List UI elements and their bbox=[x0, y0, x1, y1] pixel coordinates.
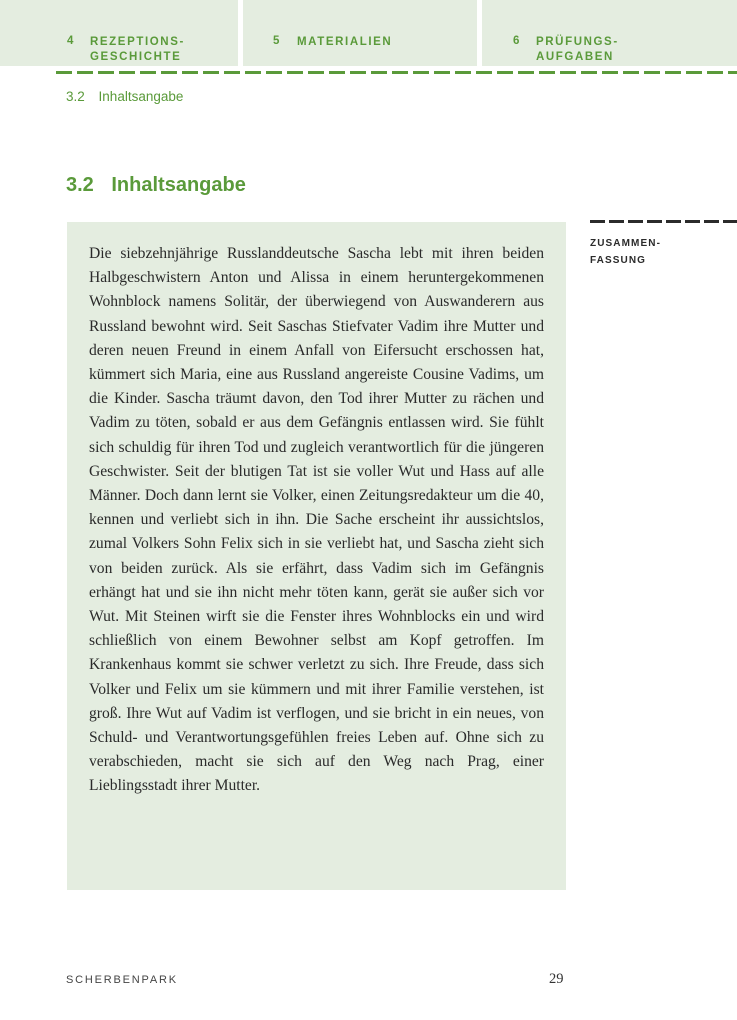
nav-tab-number: 6 bbox=[513, 35, 521, 47]
nav-tab-number: 5 bbox=[273, 35, 281, 47]
margin-dashed-rule bbox=[590, 220, 737, 223]
breadcrumb bbox=[66, 89, 183, 104]
nav-tab-label: MATERIALIEN bbox=[297, 36, 393, 48]
section-title bbox=[66, 174, 246, 197]
margin-label: ZUSAMMEN- FASSUNG bbox=[590, 238, 662, 266]
nav-tab-number: 4 bbox=[67, 35, 75, 47]
nav-tab-pruefungsaufgaben[interactable] bbox=[482, 0, 737, 66]
footer-book-title: SCHERBENPARK bbox=[66, 974, 178, 986]
section-number: 3.2 bbox=[66, 174, 94, 196]
page-number: 29 bbox=[549, 971, 564, 987]
summary-text: Die siebzehnjährige Russlanddeutsche Sascha lebt mit ihren beiden Halbgeschwistern Anton und Alissa in einem heruntergekommenen Wohnblock namens Solitär, der überwiegend von Auswanderern aus Russland bewohnt wird. Seit Saschas Stiefvater Vadim ihre Mutter und deren neuen Freund in einem Anfall von Eifersucht erschossen hat, kümmert sich Maria, eine aus Russland angereiste Cousine Vadims, um die Kinder. Sascha träumt davon, den Tod ihrer Mutter zu rächen und Vadim zu töten, sobald er aus dem Gefängnis entlassen wird. Sie fühlt sich schuldig für ihren Tod und zugleich verantwortlich für die jüngeren Geschwister. Seit der blutigen Tat ist sie voller Wut und Hass auf alle Männer. Doch dann lernt sie Volker, einen Zeitungsredakteur um die 40, kennen und verliebt sich in ihn. Die Sache erscheint ihr aussichtslos, zumal Volkers Sohn Felix sich in sie verliebt hat, und Sascha zieht sich von beiden zurück. Als sie erfährt, dass Vadim sich im Gefängnis erhängt hat und sie ihn nicht mehr töten kann, gerät sie außer sich vor Wut. Mit Steinen wirft sie die Fenster ihres Wohnblocks ein und wird schließlich von einem Bewohner selbst am Kopf getroffen. Im Krankenhaus kommt sie schwer verletzt zu sich. Ihre Freude, dass sich Volker und Felix um sie kümmern und mit ihrer Familie verstehen, ist groß. Ihre Wut auf Vadim ist verflogen, und sie bricht in ein neues, von Schuld- und Verantwortungsgefühlen freies Leben auf. Ohne sich zu verabschieden, macht sie sich auf den Weg nach Prag, einer Lieblingsstadt ihrer Mutter. bbox=[89, 245, 544, 795]
nav-tab-rezeptionsgeschichte[interactable] bbox=[0, 0, 238, 66]
section-title-text: Inhaltsangabe bbox=[111, 174, 246, 196]
breadcrumb-label: Inhaltsangabe bbox=[98, 89, 184, 104]
summary-box bbox=[67, 222, 566, 890]
header-dashed-rule bbox=[56, 71, 737, 74]
nav-tab-materialien[interactable] bbox=[243, 0, 477, 66]
nav-tab-label: PRÜFUNGS- AUFGABEN bbox=[536, 36, 619, 63]
breadcrumb-number: 3.2 bbox=[66, 89, 85, 104]
nav-tab-label: REZEPTIONS- GESCHICHTE bbox=[90, 36, 185, 63]
